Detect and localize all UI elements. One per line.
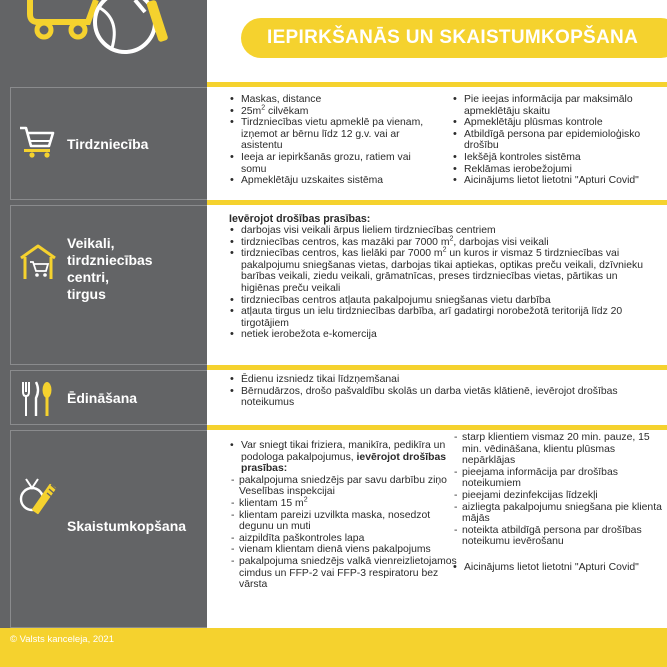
list-item: • Iekšējā kontroles sistēma — [452, 152, 662, 164]
list-item: • Atbildīgā persona par epidemioloģisko drošību — [452, 129, 662, 152]
list-item: • tirdzniecības centros atļauta pakalpojumu sniegšanas vietu darbība — [229, 295, 657, 307]
section-shops-title — [67, 235, 153, 303]
trade-left-list — [229, 94, 434, 187]
beauty-left-column — [229, 440, 459, 591]
title-line: tirgus — [67, 286, 106, 302]
list-item: - aizliegta pakalpojumu sniegšana pie klienta mājās — [452, 502, 662, 525]
store-cart-icon — [18, 242, 58, 282]
section-shops — [0, 205, 667, 365]
list-item: • Maskas, distance — [229, 94, 434, 106]
list-item: - klientam pareizi uzvilkta maska, nosedzot degunu un muti — [229, 510, 459, 533]
list-item: - pakalpojuma sniedzējs par savu darbību ziņo Veselības inspekcijai — [229, 475, 459, 498]
shops-list — [229, 225, 657, 341]
section-beauty — [0, 430, 667, 628]
list-item: • Aicinājums lietot lietotni "Apturi Covid" — [452, 562, 662, 574]
beauty-intro: • Var sniegt tikai friziera, manikīra, pedikīra un podologa pakalpojumus, ievērojot drošības prasības: — [230, 440, 447, 475]
beauty-tools-icon — [18, 477, 64, 517]
bottom-strip — [0, 650, 667, 667]
beauty-right-column — [452, 432, 662, 574]
list-item: • Tirdzniecības vietu apmeklē pa vienam, izņemot ar bērnu līdz 12 g.v. vai ar asistentu — [229, 117, 434, 152]
beauty-left-list — [229, 475, 459, 591]
list-item: - pieejama informācija par drošības noteikumiem — [452, 467, 662, 490]
footer-copyright: © Valsts kanceleja, 2021 — [10, 634, 114, 645]
list-item: - pakalpojuma sniedzējs valkā vienreizlietojamos cimdus un FFP-2 vai FFP-3 respiratoru bez vārsta — [229, 556, 459, 591]
list-item: • Apmeklētāju plūsmas kontrole — [452, 117, 662, 129]
title-line: centri, — [67, 269, 110, 285]
list-item: • Bērnudārzos, drošo pašvaldību skolās un darba vietās klātienē, ievērojot drošības noteikumus — [229, 386, 649, 409]
list-item: • Pie ieejas informācija par maksimālo apmeklētāju skaitu — [452, 94, 662, 117]
list-item: - pieejami dezinfekcijas līdzekļi — [452, 490, 662, 502]
list-item: • netiek ierobežota e-komercija — [229, 329, 657, 341]
list-item: • Aicinājums lietot lietotni "Apturi Covid" — [452, 175, 662, 187]
shopping-cart-icon — [18, 124, 56, 160]
beauty-intro-text: Var sniegt tikai friziera, manikīra, pedikīra un podologa pakalpojumus, — [241, 440, 446, 463]
list-item: • tirdzniecības centros, kas lielāki par 7000 $m^2$ un kuros ir vismaz 5 tirdzniecības vai pakalpojumu sniegšanas vietas, darbojas tikai aptiekas, optikas preču veikali, dzīvnieku barības veikali, ziedu veikali, grāmatnīcas, preses tirdzniecības vietas, pārtikas un higiēnas preču veikali — [229, 248, 657, 294]
list-item: • Ēdienu izsniedz tikai līdzņemšanai — [229, 374, 649, 386]
shops-intro: Ievērojot drošības prasības: — [229, 213, 371, 225]
title-line: Veikali, — [67, 235, 115, 251]
section-trade — [0, 87, 667, 200]
beauty-intro-bold: ievērojot drošības prasības: — [241, 451, 447, 475]
list-item: - aizpildīta paškontroles lapa — [229, 533, 459, 545]
title-line: tirdzniecības — [67, 252, 153, 268]
list-item: • Reklāmas ierobežojumi — [452, 164, 662, 176]
list-item: - klientam 15 $m^2$ — [229, 498, 459, 510]
beauty-right-bullet — [452, 562, 662, 574]
catering-list — [229, 374, 649, 409]
trade-right-list — [452, 94, 662, 187]
beauty-right-list — [452, 432, 662, 548]
list-item: • Apmeklētāju uzskaites sistēma — [229, 175, 434, 187]
list-item: • darbojas visi veikali ārpus lieliem tirdzniecības centriem — [229, 225, 657, 237]
list-item: • Ieeja ar iepirkšanās grozu, ratiem vai somu — [229, 152, 434, 175]
cutlery-icon — [18, 380, 54, 418]
page-title: IEPIRKŠANĀS UN SKAISTUMKOPŠANA — [241, 18, 667, 58]
list-item: - noteikta atbildīgā persona par drošības noteikumu ievērošanu — [452, 525, 662, 548]
list-item: - starp klientiem vismaz 20 min. pauze, 15 min. vēdināšana, klientu plūsmas nepārklājas — [452, 432, 662, 467]
list-item: • atļauta tirgus un ielu tirdzniecības darbība, arī gadatirgi norobežotā teritorijā līdz 20 tirgotājiem — [229, 306, 657, 329]
shopping-illustration-icon — [0, 0, 207, 82]
section-trade-title: Tirdzniecība — [67, 136, 149, 152]
section-beauty-title: Skaistumkopšana — [67, 518, 187, 534]
list-item: • $25m^2$ cilvēkam — [229, 106, 434, 118]
section-catering-title: Ēdināšana — [67, 390, 138, 406]
list-item: • tirdzniecības centros, kas mazāki par 7000 $m^2$, darbojas visi veikali — [229, 237, 657, 249]
section-catering — [0, 370, 667, 425]
list-item: - vienam klientam dienā viens pakalpojums — [229, 544, 459, 556]
